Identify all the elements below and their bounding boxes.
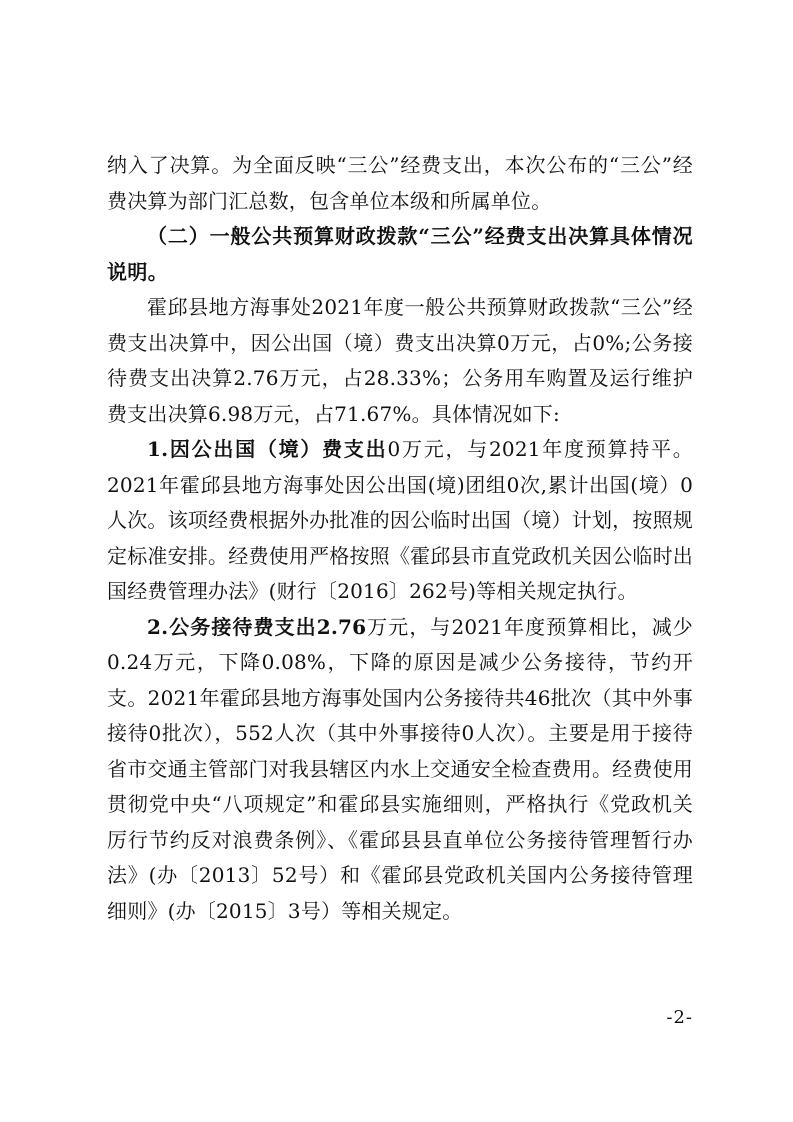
paragraph-overseas-travel-body: 0万元，与2021年度预算持平。2021年霍邱县地方海事处因公出国(境)团组0次,累计出国(境）0人次。该项经费根据外办批准的因公临时出国（境）计划，按照规定标准安排。经费使用严格按照《霍邱县市直党政机关因公临时出国经费管理办法》(财行〔2016〕262号)等相关规定执行。 [107, 437, 694, 603]
paragraph-reception-body: 万元，与2021年度预算相比，减少0.24万元，下降0.08%，下降的原因是减少公务接待，节约开支。2021年霍邱县地方海事处国内公务接待共46批次（其中外事接待0批次），552人次（其中外事接待0人次）。主要是用于接待省市交通主管部门对我县辖区内水上交通安全检查费用。经费使用贯彻党中央“八项规定”和霍邱县实施细则，严格执行《党政机关厉行节约反对浪费条例》、《霍邱县县直单位公务接待管理暂行办法》(办〔2013〕52号）和《霍邱县党政机关国内公务接待管理细则》(办〔2015〕3号）等相关规定。 [107, 614, 693, 923]
paragraph-overseas-travel-lead: 1.因公出国（境）费支出 [147, 437, 388, 461]
paragraph-reception [107, 610, 693, 930]
paragraph-reception-lead: 2.公务接待费支出2.76 [147, 614, 367, 639]
paragraph-summary: 霍邱县地方海事处2021年度一般公共预算财政拨款“三公”经费支出决算中，因公出国（境）费支出决算0万元，占0%;公务接待费支出决算2.76万元，占28.33%；公务用车购置及运行维护费支出决算6.98万元，占71.67%。具体情况如下: [107, 295, 693, 426]
section-heading: （二）一般公共预算财政拨款“三公”经费支出决算具体情况说明。 [107, 224, 693, 284]
paragraph-intro: 纳入了决算。为全面反映“三公”经费支出，本次公布的“三公”经费决算为部门汇总数，包含单位本级和所属单位。 [107, 153, 693, 213]
page-number: -2- [666, 1007, 693, 1028]
document-body [107, 148, 693, 929]
paragraph-overseas-travel [107, 432, 693, 610]
